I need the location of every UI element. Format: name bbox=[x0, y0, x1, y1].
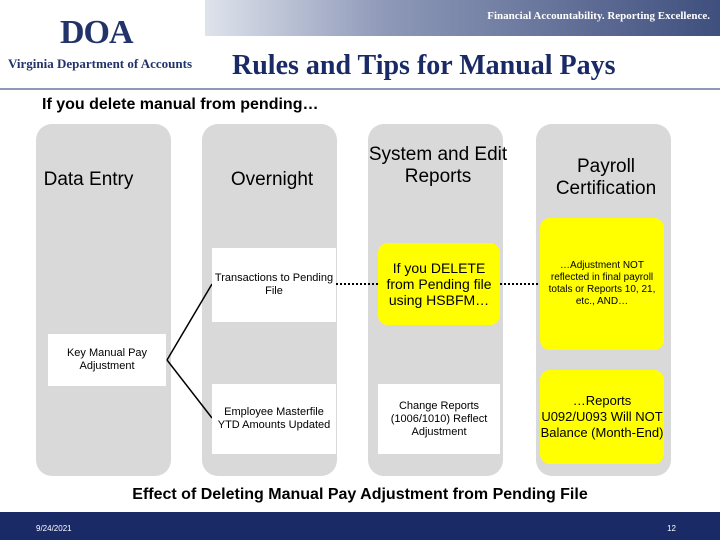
system-delete-box bbox=[378, 243, 500, 325]
footer-date: 9/24/2021 bbox=[36, 524, 72, 533]
subtitle: If you delete manual from pending… bbox=[42, 96, 319, 113]
overnight-masterfile-label: Employee Masterfile YTD Amounts Updated bbox=[217, 406, 331, 431]
payroll-not-balance-label: …Reports U092/U093 Will NOT Balance (Month-End) bbox=[540, 393, 664, 440]
key-manual-pay-box bbox=[48, 334, 166, 386]
system-change-reports-box bbox=[378, 384, 500, 454]
payroll-not-reflected-label: …Adjustment NOT reflected in final payroll totals or Reports 10, 21, etc., AND… bbox=[548, 260, 656, 307]
column-title-payroll-certification: Payroll Certification bbox=[555, 156, 657, 199]
system-delete-label: If you DELETE from Pending file using HSBFM… bbox=[386, 260, 492, 308]
line-to-pending bbox=[167, 284, 212, 360]
logo-name: Virginia Department of Accounts bbox=[8, 56, 193, 71]
overnight-masterfile-box bbox=[212, 384, 336, 454]
page-number: 12 bbox=[667, 524, 676, 533]
logo-mark: DOA bbox=[60, 14, 133, 51]
overnight-pending-box bbox=[212, 248, 336, 322]
page-title: Rules and Tips for Manual Pays bbox=[232, 50, 616, 81]
key-manual-pay-label: Key Manual Pay Adjustment bbox=[66, 347, 148, 372]
system-change-reports-label: Change Reports (1006/1010) Reflect Adjustment bbox=[390, 399, 488, 438]
column-title-overnight: Overnight bbox=[230, 169, 314, 190]
tagline: Financial Accountability. Reporting Excellence. bbox=[487, 10, 710, 22]
footer-bar bbox=[0, 512, 720, 540]
diagram-caption: Effect of Deleting Manual Pay Adjustment from Pending File bbox=[132, 486, 588, 503]
payroll-not-balance-box bbox=[540, 370, 664, 464]
payroll-not-reflected-box bbox=[540, 218, 664, 350]
column-title-data-entry: Data Entry bbox=[43, 169, 134, 190]
column-title-system-edit-reports: System and Edit Reports bbox=[368, 144, 508, 187]
line-to-masterfile bbox=[167, 360, 212, 418]
overnight-pending-label: Transactions to Pending File bbox=[214, 272, 334, 297]
